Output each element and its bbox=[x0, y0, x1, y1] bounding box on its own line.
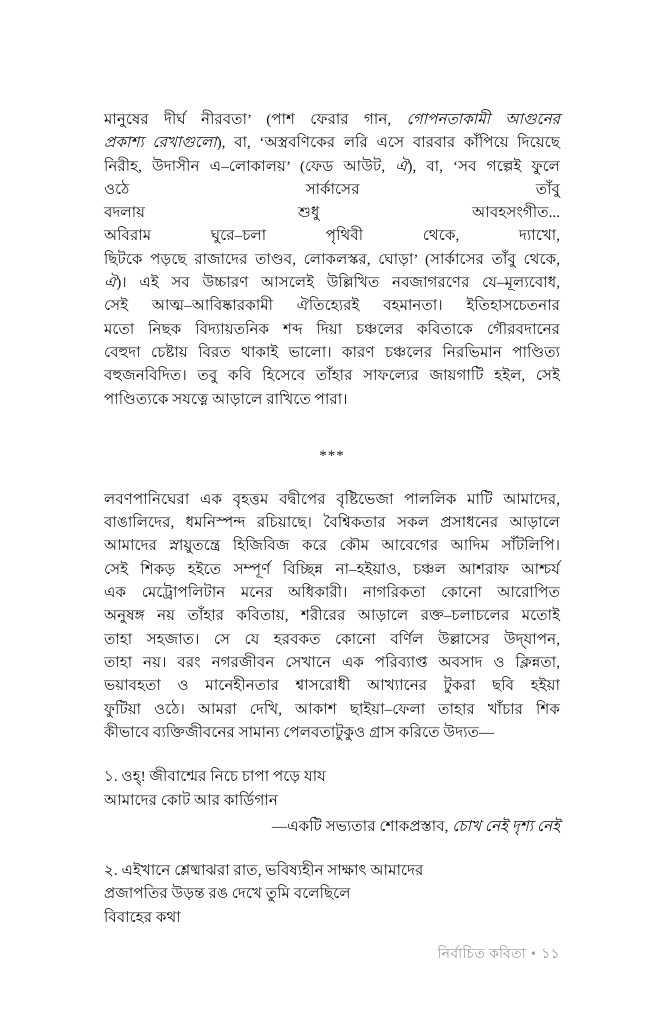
text-run: ছিটকে পড়ছে রাজাদের তাণ্ডব, লোকলস্কর, ঘোড়া’ (সার্কাসের তাঁবু থেকে, bbox=[104, 250, 560, 268]
italic-run: গোপনতাকামী আগুনের bbox=[406, 111, 560, 128]
text-run: বিবাহের কথা bbox=[104, 908, 181, 926]
text-line bbox=[104, 248, 560, 271]
text-run: এক মেট্রোপলিটান মনের অধিকারী। নাগরিকতা কোনো আরোপিত bbox=[104, 584, 560, 602]
text-run: সেই আত্ম–আবিষ্কারকামী ঐতিহ্যেরই বহমানতা। ইতিহাসচেতনার bbox=[104, 297, 560, 315]
text-run: ), বা, ‘অস্ত্রবণিকের লরি এসে বারবার কাঁপিয়ে দিয়েছে bbox=[216, 134, 560, 152]
poem-line bbox=[104, 859, 560, 883]
italic-run: ঐ bbox=[104, 274, 117, 292]
text-run: আমাদের স্নায়ুতন্ত্রে হিজিবিজ করে কৌম আবেগের আদিম সাঁটলিপি। bbox=[104, 537, 560, 555]
paragraph-two bbox=[104, 488, 560, 744]
page-footer bbox=[438, 942, 560, 966]
text-line bbox=[104, 201, 560, 224]
footer-page-number: ১১ bbox=[541, 947, 560, 962]
text-run: লবণপানিঘেরা এক বৃহত্তম বদ্বীপের বৃষ্টিভেজা পাললিক মাটি আমাদের, bbox=[104, 490, 560, 508]
spacer bbox=[104, 839, 560, 859]
text-run: ভয়াবহতা ও মানেহীনতার শ্বাসরোধী আখ্যানের টুকরা ছবি হইয়া bbox=[104, 677, 560, 695]
footer-book-title: নির্বাচিত কবিতা bbox=[437, 947, 527, 962]
spacer bbox=[104, 744, 560, 765]
text-run: মতো নিছক বিদ্যায়তনিক শব্দ দিয়া চঞ্চলের কবিতাকে গৌরবদানের bbox=[104, 320, 560, 338]
text-run: তাহা সহজাত। সে যে হরবকত কোনো বর্ণিল উল্লাসের উদ্‌যাপন, bbox=[104, 630, 560, 648]
text-run: —একটি সভ্যতার শোকপ্রস্তাব, bbox=[271, 818, 453, 836]
text-line bbox=[104, 488, 560, 511]
italic-run: চোখ নেই দৃশ্য নেই bbox=[452, 818, 560, 836]
spacer bbox=[104, 464, 560, 488]
poem-line bbox=[104, 789, 560, 813]
page-content bbox=[104, 108, 560, 929]
text-run: পাণ্ডিত্যকে সযত্নে আড়ালে রাখিতে পারা। bbox=[104, 390, 348, 408]
text-line bbox=[104, 628, 560, 651]
poem-attribution bbox=[104, 815, 560, 839]
text-line bbox=[104, 604, 560, 627]
poem-line bbox=[104, 906, 560, 930]
text-run: অনুষঙ্গ নয় তাঁহার কবিতায়, শরীরের আড়ালে রক্ত–চলাচলের মতোই bbox=[104, 607, 560, 625]
text-line bbox=[104, 698, 560, 721]
text-run: ), বা, ‘সব গল্পেই ফুলে bbox=[407, 157, 560, 175]
text-run: অবিরাম ঘুরে–চলা পৃথিবী থেকে, দ্যাখো, bbox=[104, 227, 560, 245]
section-separator: *** bbox=[319, 447, 345, 464]
text-line bbox=[104, 581, 560, 604]
text-run: ওঠে সার্কাসের তাঁবু bbox=[104, 180, 560, 198]
text-run: তাহা নয়। বরং নগরজীবন সেখানে এক পরিব্যাপ্ত অবসাদ ও ক্লিন্নতা, bbox=[104, 653, 560, 671]
text-run: বাঙালিদের, ধমনিস্পন্দ রচিয়াছে। বৈশ্বিকতার সকল প্রসাধনের আড়ালে bbox=[104, 514, 560, 532]
italic-run: ঐ bbox=[395, 157, 408, 175]
poem-excerpt-1 bbox=[104, 765, 560, 839]
text-run: ২. এইখানে শ্লেষ্মাঝরা রাত, ভবিষ্যহীন সাক্ষাৎ আমাদের bbox=[104, 861, 424, 879]
italic-run: প্রকাশ্য রেখাগুলো bbox=[104, 134, 217, 152]
text-line bbox=[104, 294, 560, 317]
text-line bbox=[104, 651, 560, 674]
text-line bbox=[104, 674, 560, 697]
text-line bbox=[104, 341, 560, 364]
text-run: সেই শিকড় হইতে সম্পূর্ণ বিচ্ছিন্ন না–হইয়াও, চঞ্চল আশরাফ আশ্চর্য bbox=[104, 560, 560, 578]
text-run: বহুজনবিদিত। তবু কবি হিসেবে তাঁহার সাফল্যের জায়গাটি হইল, সেই bbox=[104, 367, 560, 385]
text-run: ১. ওহ্‌! জীবাশ্মের নিচে চাপা পড়ে যায bbox=[104, 768, 326, 786]
text-run: বদলায় শুধু আবহসংগীত... bbox=[104, 204, 560, 222]
text-run: কীভাবে ব্যক্তিজীবনের সামান্য পেলবতাটুকুও গ্রাস করিতে উদ্যত— bbox=[104, 723, 495, 741]
spacer bbox=[104, 411, 560, 449]
text-run: মানুষের দীর্ঘ নীরবতা’ (পাশ ফেরার গান, bbox=[104, 111, 407, 128]
poem-line bbox=[104, 765, 560, 789]
text-line bbox=[104, 558, 560, 581]
text-run: )। এই সব উচ্চারণ আসলেই উল্লিখিত নবজাগরণের যে–মূল্যবোধ, bbox=[116, 274, 560, 292]
text-line bbox=[104, 388, 560, 411]
text-run: প্রজাপতির উড়ন্ত রঙ দেখে তুমি বলেছিলে bbox=[104, 885, 351, 903]
poem-excerpt-2 bbox=[104, 859, 560, 930]
footer-bullet-icon: • bbox=[531, 947, 537, 962]
text-run: বেহুদা চেষ্টায় বিরত থাকাই ভালো। কারণ চঞ্চলের নিরভিমান পাণ্ডিত্য bbox=[104, 343, 560, 361]
text-line bbox=[104, 511, 560, 534]
text-run: ফুটিয়া ওঠে। আমরা দেখি, আকাশ ছাইয়া–ফেলা তাহার খাঁচার শিক bbox=[104, 700, 560, 718]
text-run: নিরীহ, উদাসীন এ–লোকালয়’ (ফেড আউট, bbox=[104, 157, 396, 175]
text-line bbox=[104, 108, 560, 131]
text-line bbox=[104, 364, 560, 387]
text-line bbox=[104, 178, 560, 201]
text-line bbox=[104, 534, 560, 557]
paragraph-one bbox=[104, 108, 560, 411]
text-line bbox=[104, 721, 560, 744]
text-line bbox=[104, 271, 560, 294]
text-line bbox=[104, 155, 560, 178]
text-run: আমাদের কোট আর কার্ডিগান bbox=[104, 791, 278, 809]
text-line bbox=[104, 224, 560, 247]
text-line bbox=[104, 131, 560, 154]
poem-line bbox=[104, 882, 560, 906]
text-line bbox=[104, 318, 560, 341]
